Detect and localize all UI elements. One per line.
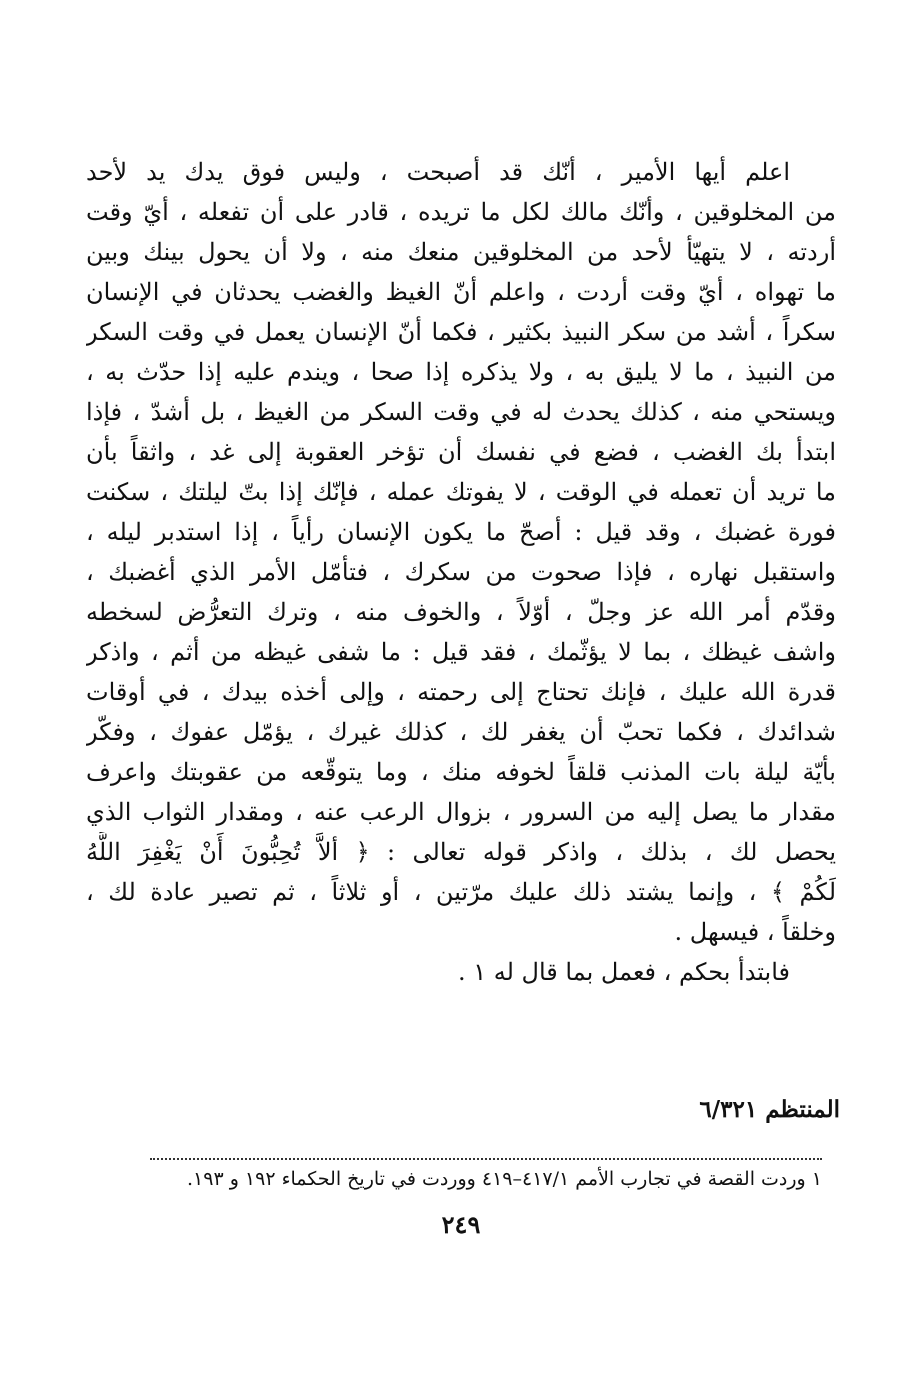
text-line-1: اعلم أيها الأمير ، أنّك قد أصبحت ، وليس فوق يدك يد لأحد — [86, 158, 790, 186]
footnote-divider — [150, 1158, 822, 1160]
text-line-7: ويستحي منه ، كذلك يحدث له في وقت السكر من الغيظ ، بل أشدّ ، فإذا — [86, 398, 836, 426]
text-line-11: واستقبل نهاره ، فإذا صحوت من سكرك ، فتأمّل الأمر الذي أغضبك ، — [86, 558, 836, 586]
text-line-6: من النبيذ ، ما لا يليق به ، ولا يذكره إذا صحا ، ويندم عليه إذا حدّث به ، — [86, 358, 836, 386]
text-line-2: من المخلوقين ، وأنّك مالك لكل ما تريده ، قادر على أن تفعله ، أيّ وقت — [86, 198, 836, 226]
text-line-10: فورة غضبك ، وقد قيل : أصحّ ما يكون الإنسان رأياً ، إذا استدبر ليله ، — [86, 518, 836, 546]
text-line-14: قدرة الله عليك ، فإنك تحتاج إلى رحمته ، وإلى أخذه بيدك ، في أوقات — [86, 678, 836, 706]
text-line-21: فابتدأ بحكم ، فعمل بما قال له ١ . — [457, 958, 790, 986]
main-text-block — [86, 152, 836, 992]
text-line-20: وخلقاً ، فيسهل . — [674, 918, 836, 946]
text-line-3: أردته ، لا يتهيّأ لأحد من المخلوقين منعك منه ، ولا أن يحول بينك وبين — [86, 238, 836, 266]
source-reference: المنتظم ٦/٣٢١ — [699, 1096, 840, 1123]
text-line-15: شدائدك ، فكما تحبّ أن يغفر لك ، كذلك غيرك ، يؤمّل عفوك ، وفكّر — [86, 718, 836, 746]
text-line-4: ما تهواه ، أيّ وقت أردت ، واعلم أنّ الغيظ والغضب يحدثان في الإنسان — [86, 278, 836, 306]
text-line-18: يحصل لك ، بذلك ، واذكر قوله تعالى : ﴿ ألاَّ تُحِبُّونَ أَنْ يَغْفِرَ اللَّهُ — [86, 838, 836, 866]
text-line-17: مقدار ما يصل إليه من السرور ، بزوال الرعب عنه ، ومقدار الثواب الذي — [86, 798, 836, 826]
footnote-text: ١ وردت القصة في تجارب الأمم ٤١٧/١–٤١٩ ووردت في تاريخ الحكماء ١٩٢ و ١٩٣. — [186, 1168, 822, 1190]
text-line-12: وقدّم أمر الله عز وجلّ ، أوّلاً ، والخوف منه ، وترك التعرُّض لسخطه — [86, 598, 836, 626]
text-line-13: واشف غيظك ، بما لا يؤثّمك ، فقد قيل : ما شفى غيظه من أثم ، واذكر — [86, 638, 836, 666]
text-line-16: بأيّة ليلة بات المذنب قلقاً لخوفه منك ، وما يتوقّعه من عقوبتك واعرف — [86, 758, 836, 786]
text-line-8: ابتدأ بك الغضب ، فضع في نفسك أن تؤخر العقوبة إلى غد ، واثقاً بأن — [86, 438, 836, 466]
text-line-5: سكراً ، أشد من سكر النبيذ بكثير ، فكما أنّ الإنسان يعمل في وقت السكر — [86, 318, 836, 346]
text-line-19: لَكُمْ ﴾ ، وإنما يشتد ذلك عليك مرّتين ، أو ثلاثاً ، ثم تصير عادة لك ، — [86, 878, 836, 906]
text-line-9: ما تريد أن تعمله في الوقت ، لا يفوتك عمله ، فإنّك إذا بتّ ليلتك ، سكنت — [86, 478, 836, 506]
page-number: ٢٤٩ — [441, 1210, 481, 1239]
